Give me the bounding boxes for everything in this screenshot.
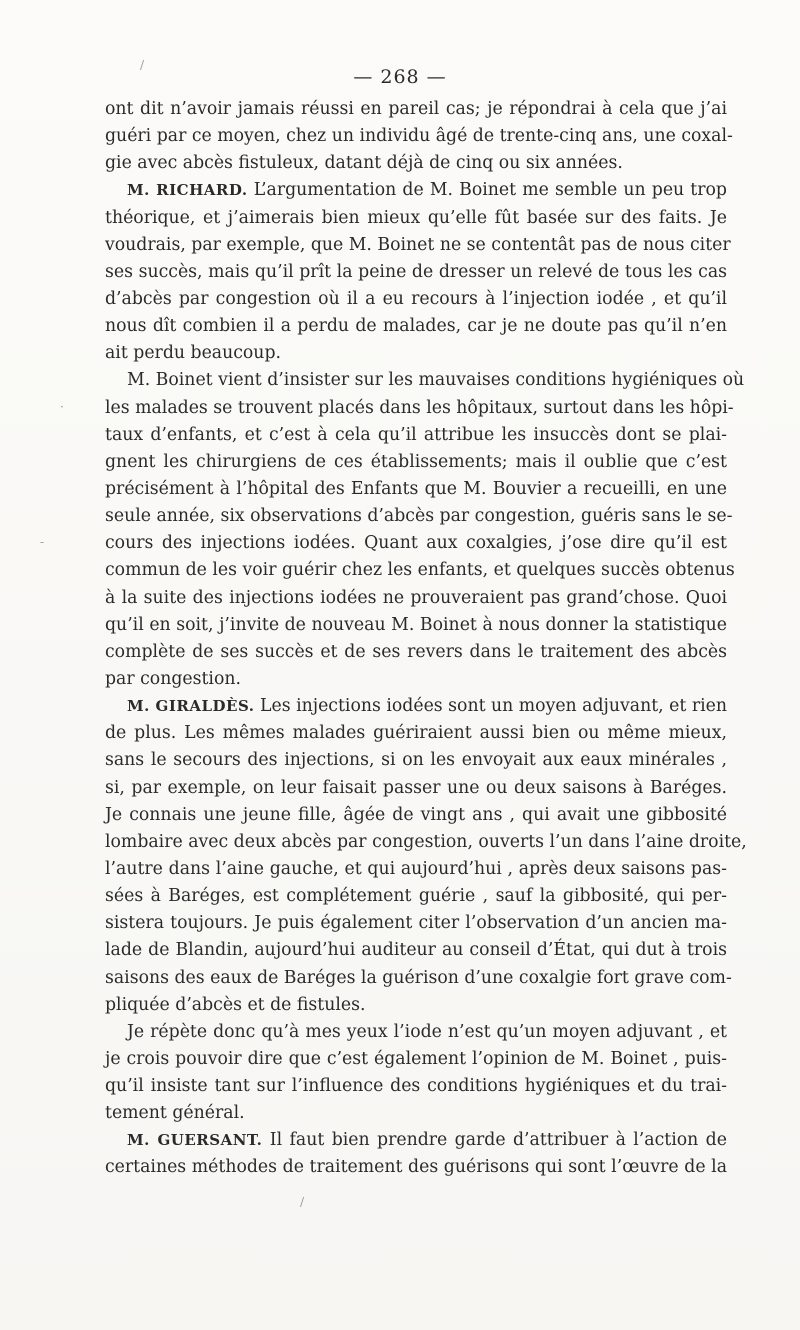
text-line: gie avec abcès fistuleux, datant déjà de cinq ou six années. xyxy=(105,153,623,174)
paragraph xyxy=(105,1127,727,1181)
text-line: sans le secours des injections, si on les envoyait aux eaux minérales , xyxy=(105,750,727,771)
text-line: ont dit n’avoir jamais réussi en pareil cas; je répondrai à cela que j’ai xyxy=(105,99,727,119)
paragraph xyxy=(105,1019,727,1128)
speaker-name: M. RICHARD. xyxy=(127,181,248,200)
paragraph xyxy=(105,96,733,177)
stray-mark: / xyxy=(300,1195,305,1209)
text-line: Je connais une jeune fille, âgée de vingt ans , qui avait une gibbosité xyxy=(105,804,727,825)
text-line: nous dît combien il a perdu de malades, car je ne doute pas qu’il n’en xyxy=(105,316,727,337)
text-line: taux d’enfants, et c’est à cela qu’il attribue les insuccès dont se plai- xyxy=(105,424,727,445)
text-line: complète de ses succès et de ses revers dans le traitement des abcès xyxy=(105,641,727,662)
text-line: voudrais, par exemple, que M. Boinet ne se contentât pas de nous citer xyxy=(105,234,731,255)
text-line: qu’il insiste tant sur l’influence des conditions hygiéniques et du trai- xyxy=(105,1076,727,1097)
text-line: sées à Baréges, est complétement guérie , sauf la gibbosité, qui per- xyxy=(105,886,727,907)
body-text xyxy=(105,96,747,1182)
text-line xyxy=(105,177,727,204)
text-line: gnent les chirurgiens de ces établissements; mais il oublie que c’est xyxy=(105,451,727,472)
paragraph xyxy=(105,367,745,693)
text-line: sistera toujours. Je puis également citer l’observation d’un ancien ma- xyxy=(105,913,727,934)
text-line: commun de les voir guérir chez les enfants, et quelques succès obtenus xyxy=(105,560,735,581)
text-line: si, par exemple, on leur faisait passer une ou deux saisons à Baréges. xyxy=(105,777,727,798)
text-line: pliquée d’abcès et de fistules. xyxy=(105,994,366,1015)
text-line: ait perdu beaucoup. xyxy=(105,343,281,364)
text-line: par congestion. xyxy=(105,668,241,689)
text-line: d’abcès par congestion où il a eu recours à l’injection iodée , et qu’il xyxy=(105,288,727,309)
text-line: tement général. xyxy=(105,1103,245,1124)
text-line: M. Boinet vient d’insister sur les mauvaises conditions hygiéniques où xyxy=(127,370,745,391)
text-line: lade de Blandin, aujourd’hui auditeur au conseil d’État, qui dut à trois xyxy=(105,940,727,961)
text-segment: Les injections iodées sont un moyen adjuvant, et rien xyxy=(254,696,727,717)
stray-mark: / xyxy=(140,58,145,72)
text-line: théorique, et j’aimerais bien mieux qu’elle fût basée sur des faits. Je xyxy=(105,207,727,228)
text-line: les malades se trouvent placés dans les hôpitaux, surtout dans les hôpi- xyxy=(105,397,734,418)
text-segment: Il faut bien prendre garde d’attribuer à l’action de xyxy=(262,1130,727,1151)
text-line xyxy=(105,693,727,720)
text-line: l’autre dans l’aine gauche, et qui aujourd’hui , après deux saisons pas- xyxy=(105,858,727,879)
text-segment: L’argumentation de M. Boinet me semble un peu trop xyxy=(247,180,727,201)
speaker-name: M. GIRALDÈS. xyxy=(127,697,255,716)
text-line: lombaire avec deux abcès par congestion, ouverts l’un dans l’aine droite, xyxy=(105,831,747,852)
text-line: cours des injections iodées. Quant aux coxalgies, j’ose dire qu’il est xyxy=(105,533,727,554)
text-line: je crois pouvoir dire que c’est également l’opinion de M. Boinet , puis- xyxy=(105,1048,727,1069)
text-line: de plus. Les mêmes malades guériraient aussi bien ou même mieux, xyxy=(105,723,727,744)
text-line: précisément à l’hôpital des Enfants que M. Bouvier a recueilli, en une xyxy=(105,478,727,499)
stray-mark: · xyxy=(60,400,64,414)
speaker-name: M. GUERSANT. xyxy=(127,1131,263,1150)
text-line: guéri par ce moyen, chez un individu âgé de trente-cinq ans, une coxal- xyxy=(105,126,733,147)
text-line xyxy=(105,1127,727,1154)
paragraph xyxy=(105,693,747,1019)
stray-mark: - xyxy=(40,535,45,549)
text-line: Je répète donc qu’à mes yeux l’iode n’est qu’un moyen adjuvant , et xyxy=(127,1021,727,1042)
paragraph xyxy=(105,177,731,367)
text-line: ses succès, mais qu’il prît la peine de dresser un relevé de tous les cas xyxy=(105,261,727,282)
text-line: qu’il en soit, j’invite de nouveau M. Boinet à nous donner la statistique xyxy=(105,614,727,635)
text-line: saisons des eaux de Baréges la guérison d’une coxalgie fort grave com- xyxy=(105,967,732,988)
text-line: à la suite des injections iodées ne prouveraient pas grand’chose. Quoi xyxy=(105,587,727,608)
text-line: seule année, six observations d’abcès par congestion, guéris sans le se- xyxy=(105,506,733,527)
text-line: certaines méthodes de traitement des guérisons qui sont l’œuvre de la xyxy=(105,1157,727,1178)
page-number: — 268 — xyxy=(353,66,447,88)
